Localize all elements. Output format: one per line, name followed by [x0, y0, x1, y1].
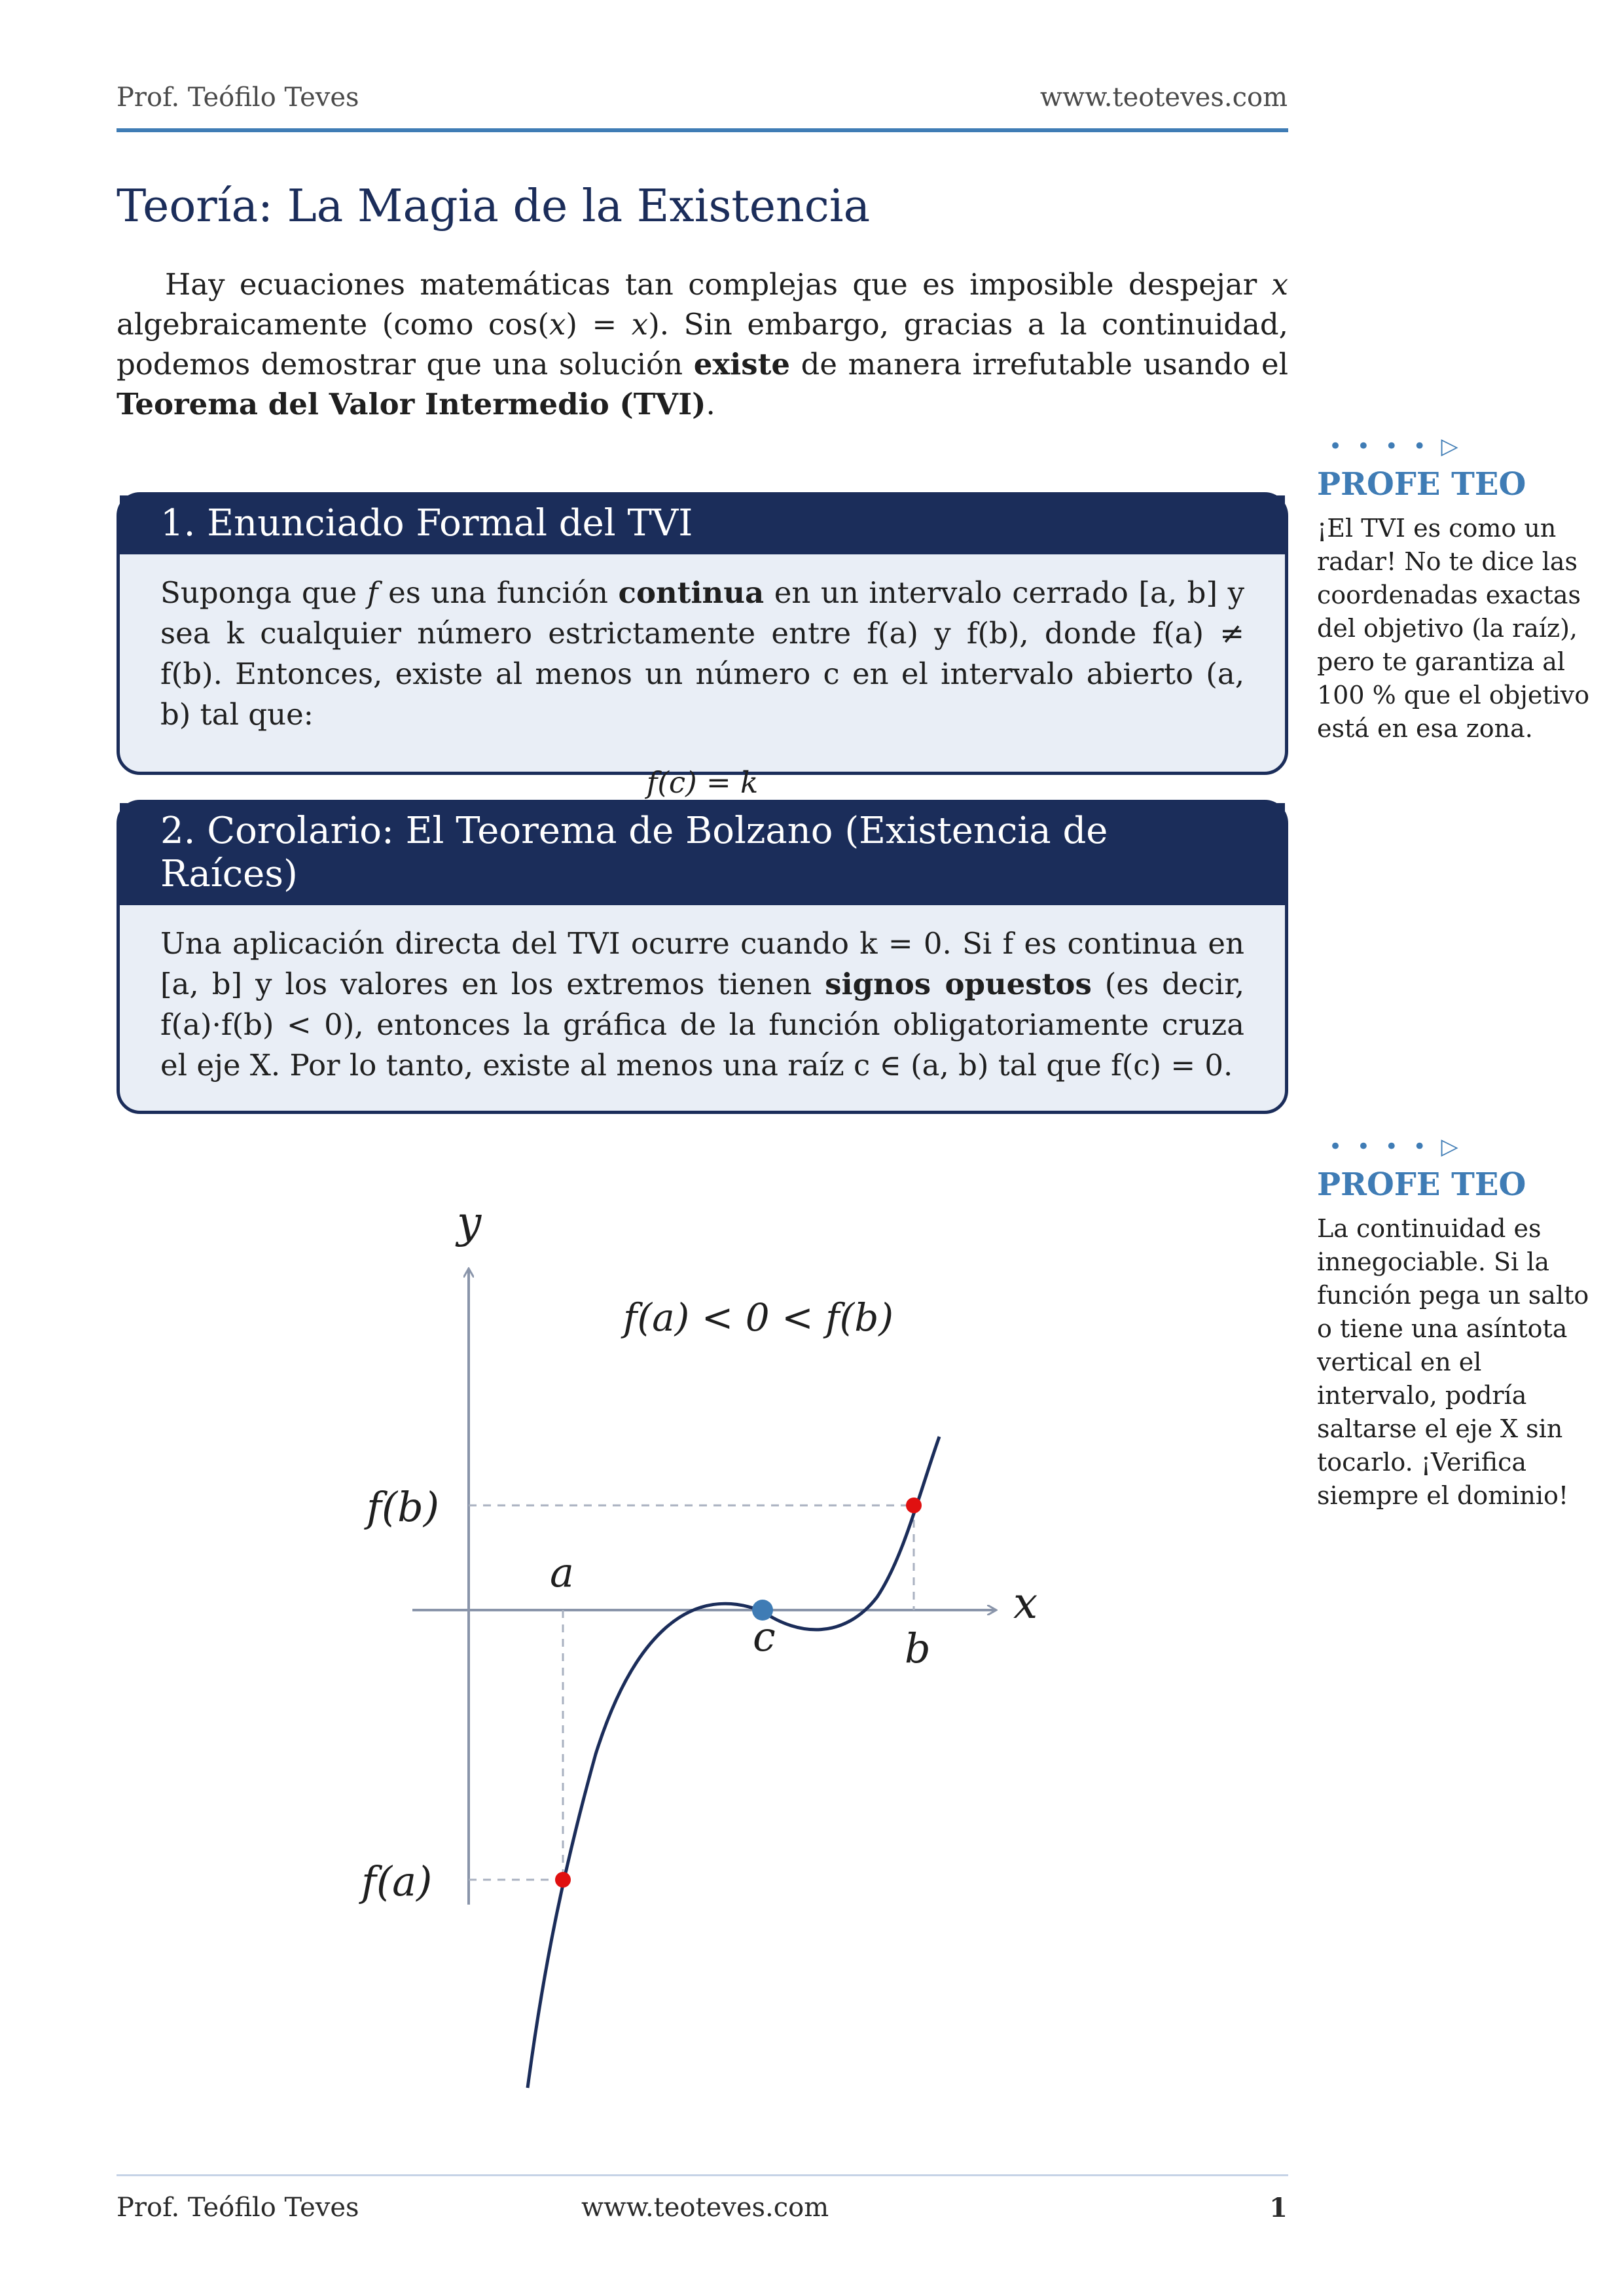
- intro-text-4: ). Sin embargo, gracias a la continuidad, podemos demostrar que una solución: [117, 307, 1288, 382]
- y-axis-label: y: [457, 1197, 482, 1247]
- intro-text-6: .: [706, 387, 715, 422]
- note-text: ¡El TVI es como un radar! No te dice las coordenadas exactas del objetivo (la raíz), pero te garantiza al 100 % que el objetivo está en esa zona.: [1317, 514, 1590, 743]
- bolzano-bold-signos: signos opuestos: [825, 967, 1092, 1001]
- intro-text-2: algebraicamente (como cos(: [117, 307, 549, 342]
- intro-text-3: ) =: [566, 307, 632, 342]
- footer-site: www.teoteves.com: [581, 2193, 829, 2223]
- ivt-figure: [327, 1178, 1113, 2121]
- tvi-var-f: f: [367, 575, 378, 610]
- intro-bold-teorema: Teorema del Valor Intermedio (TVI): [117, 387, 706, 422]
- bolzano-box: [117, 800, 1288, 1114]
- tvi-bold-continua: continua: [618, 575, 765, 610]
- note-arrow-icon: • • • • ▷: [1329, 433, 1462, 459]
- condition-label: f(a) < 0 < f(b): [623, 1295, 893, 1340]
- bolzano-box-body: [120, 905, 1285, 1103]
- ivt-graph: [327, 1178, 1113, 2121]
- b-label: b: [905, 1624, 931, 1672]
- tvi-statement-box: [117, 492, 1288, 800]
- tvi-box-body: [120, 554, 1285, 820]
- intro-var-x-2: x: [549, 307, 566, 342]
- intro-text-5: de manera irrefutable usando el: [790, 347, 1288, 382]
- x-axis-label: x: [1013, 1578, 1038, 1628]
- tvi-box-heading: 1. Enunciado Formal del TVI: [120, 495, 1285, 554]
- note-title: PROFE TEO: [1317, 1166, 1526, 1203]
- intro-paragraph: [117, 264, 1288, 424]
- header-author: Prof. Teófilo Teves: [117, 82, 359, 113]
- note-text: La continuidad es innegociable. Si la función pega un salto o tiene una asíntota vertical en el intervalo, podría saltarse el eje X sin tocarlo. ¡Verifica siempre el dominio!: [1317, 1214, 1589, 1510]
- header-site: www.teoteves.com: [1039, 82, 1288, 113]
- note-arrow-icon: • • • • ▷: [1329, 1134, 1462, 1160]
- function-curve: [528, 1437, 939, 2088]
- intro-bold-existe: existe: [693, 347, 791, 382]
- page-title: Teoría: La Magia de la Existencia: [117, 181, 871, 232]
- tvi-equation: f(c) = k: [646, 765, 759, 800]
- bolzano-text-2: (es decir, f(a)·f(b) < 0), entonces la gráfica de la función obligatoriamente cruza el eje X. Por lo tanto, existe al menos una raíz c ∈ (a, b) tal que f(c) = 0.: [160, 967, 1244, 1083]
- bolzano-text-1: Una aplicación directa del TVI ocurre cuando k = 0. Si f es continua en [a, b] y los valores en los extremos tienen: [160, 926, 1244, 1001]
- intro-text-1: Hay ecuaciones matemáticas tan complejas que es imposible despejar: [165, 267, 1272, 302]
- footer-rule: [117, 2174, 1288, 2176]
- intro-var-x-3: x: [631, 307, 649, 342]
- tvi-text-1: Suponga que: [160, 575, 367, 610]
- a-label: a: [550, 1549, 574, 1596]
- point-fa: [555, 1872, 571, 1888]
- note-title: PROFE TEO: [1317, 466, 1526, 503]
- footer-author: Prof. Teófilo Teves: [117, 2193, 359, 2223]
- fb-label: f(b): [367, 1483, 440, 1531]
- tvi-text-2: es una función: [378, 575, 619, 610]
- bolzano-box-heading: 2. Corolario: El Teorema de Bolzano (Existencia de Raíces): [120, 803, 1285, 905]
- intro-var-x: x: [1271, 267, 1288, 302]
- fa-label: f(a): [361, 1857, 433, 1905]
- page-number: 1: [1269, 2193, 1288, 2223]
- header-rule: [117, 128, 1288, 132]
- point-fb: [906, 1498, 922, 1513]
- tvi-text-3: en un intervalo cerrado [a, b] y sea k cualquier número estrictamente entre f(a) y f(b), donde f(a) ≠ f(b). Entonces, existe al menos un número c en el intervalo abierto (a, b) tal que:: [160, 575, 1244, 732]
- c-label: c: [753, 1613, 776, 1660]
